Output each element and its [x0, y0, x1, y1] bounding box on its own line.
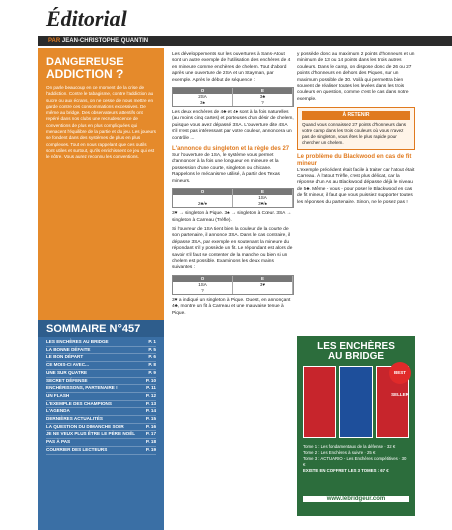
col3-heading-1: Le problème du Blackwood en cas de fit mineur [297, 153, 412, 167]
column-2 [172, 52, 294, 317]
left-body: On parle beaucoup en ce moment de la crise de l'addiction. Contre le tabagisme, contre l'addiction au sucre ou aux écrans, on ne cesse de nous mettre en garde contre ces consommations excessives. De même au bridge. Des observateurs attentifs ont repéré dans nos clubs une recrudescence de conventions de plus en plus compliquées qui menacent l'équilibre de la partie et du jeu. Les joueurs se fondent dans des systèmes de plus en plus complexes. Tout en nous rappelant que ces outils sont utiles et surtout, qu'ils enrichissent ce jeu qui est le nôtre. Vous aurez reconnu les conventions. [46, 85, 156, 160]
sommaire-item-label: LA BONNE DÉFAITE [46, 346, 91, 352]
sommaire-item-page: P. 6 [148, 354, 156, 360]
sommaire-item[interactable] [46, 385, 156, 393]
sommaire-title: SOMMAIRE N°457 [38, 320, 164, 337]
sommaire-item-page: P. 10 [145, 377, 156, 383]
sommaire-item-label: LES ENCHÈRES AU BRIDGE [46, 339, 109, 344]
col2-heading-1: L'annonce du singleton et la règle des 27 [172, 146, 290, 153]
sommaire-item-page: P. 8 [148, 362, 156, 368]
sommaire-item-page: P. 16 [145, 423, 156, 429]
left-title-1: DANGEREUSE [46, 56, 124, 68]
t3-cell [233, 288, 293, 294]
sommaire-item-page: P. 12 [145, 392, 156, 398]
bid-table-1 [172, 87, 294, 107]
ad-lines [303, 444, 409, 474]
retenir-body: Quand vous connaissez 27 points d'honneurs dans votre camp dans les trois couleurs où vous n'avez pas de singleton, vous êtes le plus rapide pour chercher un chelem. [302, 121, 407, 145]
sommaire-item-page: P. 15 [145, 416, 156, 422]
sommaire-item[interactable] [46, 401, 156, 409]
header [0, 0, 452, 34]
sommaire-item-label: UN FLASH [46, 392, 70, 398]
t1-cell: 2SA [173, 94, 233, 100]
t2-cell: 1SA [233, 195, 293, 201]
sommaire-item-label: UNE SUR QUATRE [46, 369, 88, 375]
col2-p2: Les deux enchères de 4♣ et 4♦ sont à la fois naturelles (au moins cinq cartes) et porteuses d'un désir de chelem, puisque vous avez dépassé 3SA. L'ouverture dite 4SA s'il n'est pas intéressant par votre couleur, annoncera un contrôle ... [172, 110, 294, 141]
sommaire-item[interactable] [46, 439, 156, 447]
bid-table-2 [172, 188, 294, 208]
sommaire-item[interactable] [46, 339, 156, 347]
t1-head-0: O [173, 88, 233, 94]
t3-head-1: E [233, 276, 293, 282]
bid-table-3 [172, 275, 294, 295]
sommaire-list [38, 337, 164, 457]
t2-cell: 3♥/♠ [233, 201, 293, 207]
sommaire-item-page: P. 14 [145, 408, 156, 414]
t3-row-1 [173, 288, 293, 294]
t2-row-1 [173, 201, 293, 207]
sommaire-item-label: DERNIÈRES ACTUALITÉS [46, 416, 103, 422]
sommaire-item-page: P. 17 [145, 431, 156, 437]
t2-cell: 2♣/♦ [173, 201, 233, 207]
sommaire-item[interactable] [46, 354, 156, 362]
sommaire-item[interactable] [46, 447, 156, 455]
book-advertisement[interactable] [297, 336, 415, 516]
col2-p6: 3♥ a indiqué un singleton à Pique. Ouest, en annonçant 4♣, montre un fit à Carreau et une mauvaise tenue à Pique. [172, 297, 291, 316]
t3-head-0: O [173, 276, 233, 282]
t2-head-1: E [233, 189, 293, 195]
sommaire-item[interactable] [46, 431, 156, 439]
sommaire-item-page: P. 11 [146, 385, 156, 391]
ad-title-1: LES ENCHÈRES [317, 341, 395, 352]
col2-p4: 3♥ → singleton à Pique. 3♠ → singleton à Cœur. 3SA → singleton à Carreau (Trèfle). [172, 211, 292, 223]
retenir-title: À RETENIR [302, 111, 410, 119]
sommaire-item-page: P. 13 [145, 400, 156, 406]
ad-line-4: EXISTE EN COFFRET LES 3 TOMES : 67 € [303, 468, 389, 473]
sommaire-item[interactable] [46, 408, 156, 416]
ad-line-3: Tome 3 : ACTUARIO - Les Enchères compétitives · 30 € [303, 456, 407, 467]
ad-line-1: Tome 1 : Les fondamentaux de la défense · 32 € [303, 444, 396, 449]
t1-row-1 [173, 100, 293, 106]
sommaire-item-label: L'AGENDA [46, 408, 70, 414]
t1-cell: ? [233, 100, 293, 106]
t1-head-1: E [233, 88, 293, 94]
sommaire-item-page: P. 5 [148, 346, 156, 352]
sommaire-item-page: P. 18 [145, 439, 156, 445]
t3-cell: 1SA [173, 282, 233, 288]
sommaire-item-label: ENCHÉRISSONS, PARTENAIRE ! [46, 385, 118, 391]
book-cover-2 [339, 366, 372, 438]
sommaire-box [38, 320, 164, 530]
byline-prefix: PAR [48, 38, 61, 44]
col2-p3: Sur l'ouverture de 1SA, le système vous permet d'annoncer à la fois une longueur en mineure et la possession d'une courte, singleton ou chicane. Rappelons le mécanisme utilisé, à partir des Texas mineurs. [172, 153, 280, 184]
col3-p2: L'exemple précédent était facile à traiter car l'atout était Carreau. À l'atout Trèfle, c'est plus délicat, car la réponse d'un As au Blackwood dépasse déjà le niveau de 5♣. Même - vous - pour poser le Blackwood en cas de fit mineur, il faut que vous puissiez supporter toutes les réponses du partenaire. Sinon, ne le posez pas ! [297, 167, 415, 205]
sommaire-item-label: JE NE VEUX PLUS ÊTRE LE PÈRE NOËL [46, 431, 136, 437]
sommaire-item-label: LE BON DÉPART [46, 354, 84, 360]
sommaire-item-page: P. 9 [148, 369, 156, 375]
book-cover-1 [303, 366, 336, 438]
sommaire-item[interactable] [46, 393, 156, 401]
t3-cell: ? [173, 288, 233, 294]
ad-title-2: AU BRIDGE [327, 351, 385, 362]
sommaire-item-page: P. 1 [148, 339, 156, 344]
byline-name: JEAN-CHRISTOPHE QUANTIN [61, 38, 149, 44]
sommaire-item-label: SECRET DÉFENSE [46, 377, 88, 383]
t2-head-0: O [173, 189, 233, 195]
sommaire-item[interactable] [46, 362, 156, 370]
brand-title: Éditorial [46, 6, 127, 31]
sommaire-item-label: COURRIER DES LECTEURS [46, 446, 108, 452]
best-seller-badge: BEST SELLER [389, 362, 411, 384]
sommaire-item-label: PAS À PAS [46, 439, 71, 445]
sommaire-item-label: L'EXEMPLE DES CHAMPIONS [46, 400, 112, 406]
retenir-box [297, 107, 415, 149]
ad-line-2: Tome 2 : Les Enchères à suivre · 25 € [303, 450, 376, 455]
ad-url-link[interactable]: www.lebridgeur.com [303, 496, 409, 502]
sommaire-item-label: CE MOIS-CI AVEC... [46, 362, 89, 368]
byline [38, 36, 452, 46]
t1-cell: 3♣ [233, 94, 293, 100]
left-title-2: ADDICTION ? [46, 67, 124, 81]
col2-p1: Les développements sur les ouvertures à Sans-Atout sont un autre exemple de l'utilisation des enchères de 4 en mineure comme enchères de chelem. Tout d'abord après une ouverture de 2SA et un Stayman, par exemple. Après le début de séquence : [172, 52, 291, 83]
sommaire-item-label: LA QUESTION DU DIMANCHE SOIR [46, 423, 124, 429]
sommaire-item-page: P. 19 [145, 446, 156, 452]
t3-cell: 3♥ [233, 282, 293, 288]
sommaire-item[interactable] [46, 416, 156, 424]
col3-p1: y possède donc au maximum 2 points d'honneurs et un minimum de 13 ou 14 points dans les trois autres couleurs. Dans le camp, on dispose donc de 26 ou 27 points d'honneurs en dehors des Piques, sur un maximum possible de 30. Voilà qui permettra bien souvent de réaliser toutes les levées dans les trois couleurs en question, comme c'est le cas dans notre exemple. [297, 52, 415, 102]
col2-p5: Si l'ouvreur de 1SA tient bien la couleur de la courte de son partenaire, il annonce 3SA. Dans le cas contraire, il dépasse 3SA, par exemple en soutenant la mineure du répondant s'il y possède un fit. Le répondant est alors de savoir s'il faut se contenter de la manche ou bien si un chelem est possible. Examinons les deux mains suivantes : [172, 226, 293, 271]
column-3 [297, 52, 415, 206]
sommaire-item[interactable] [46, 370, 156, 378]
t1-cell: 3♠ [173, 100, 233, 106]
